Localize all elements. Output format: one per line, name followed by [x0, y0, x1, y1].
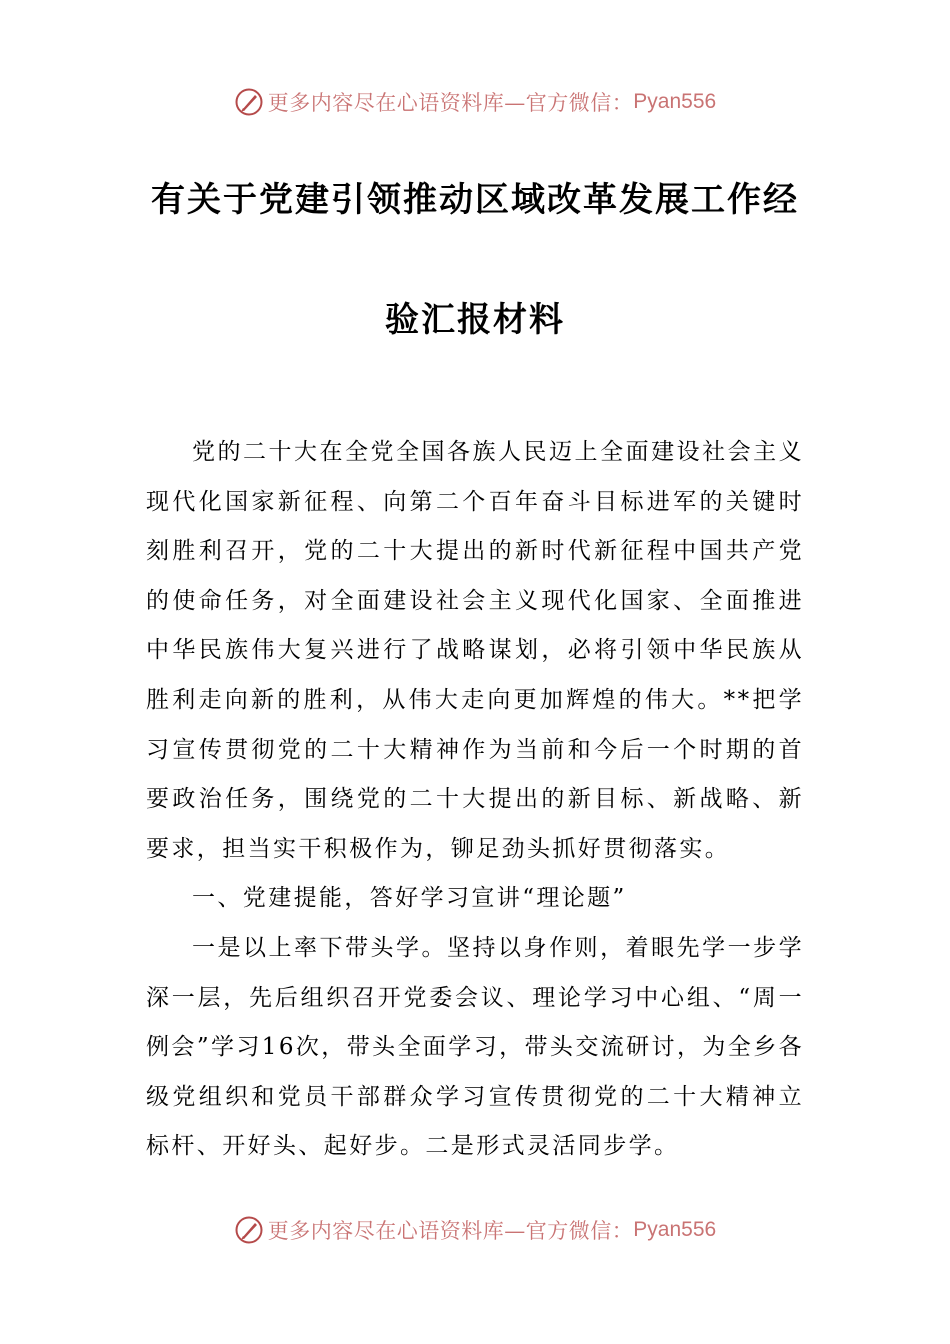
quill-pen-logo-icon — [234, 1215, 264, 1245]
watermark-text: 更多内容尽在心语资料库—官方微信： — [267, 1219, 634, 1243]
document-title-line-2: 验汇报材料 — [385, 300, 565, 340]
body-paragraph: 一是以上率下带头学。坚持以身作则，着眼先学一步学深一层，先后组织召开党委会议、理论学习中心组、“周一例会”学习16次，带头全面学习，带头交流研讨，为全乡各级党组织和党员干部群众学习宣传贯彻党的二十大精神立标杆、开好头、起好步。二是形式灵活同步学。 — [146, 934, 804, 1160]
watermark-text: 更多内容尽在心语资料库—官方微信： — [267, 91, 634, 115]
watermark-wechat-id: Pyan556 — [633, 1218, 717, 1241]
section-heading: 一、党建提能，答好学习宣讲“理论题” — [192, 885, 627, 912]
quill-pen-logo-icon — [234, 87, 264, 117]
watermark-footer — [0, 1208, 950, 1252]
watermark-wechat-id: Pyan556 — [633, 90, 717, 113]
watermark-header — [0, 80, 950, 124]
document-title-line-1: 有关于党建引领推动区域改革发展工作经 — [151, 180, 799, 220]
document-body — [146, 428, 804, 1172]
body-paragraph: 党的二十大在全党全国各族人民迈上全面建设社会主义现代化国家新征程、向第二个百年奋斗目标进军的关键时刻胜利召开，党的二十大提出的新时代新征程中国共产党的使命任务，对全面建设社会主义现代化国家、全面推进中华民族伟大复兴进行了战略谋划，必将引领中华民族从胜利走向新的胜利，从伟大走向更加辉煌的伟大。**把学习宣传贯彻党的二十大精神作为当前和今后一个时期的首要政治任务，围绕党的二十大提出的新目标、新战略、新要求，担当实干积极作为，铆足劲头抓好贯彻落实。 — [146, 439, 804, 862]
